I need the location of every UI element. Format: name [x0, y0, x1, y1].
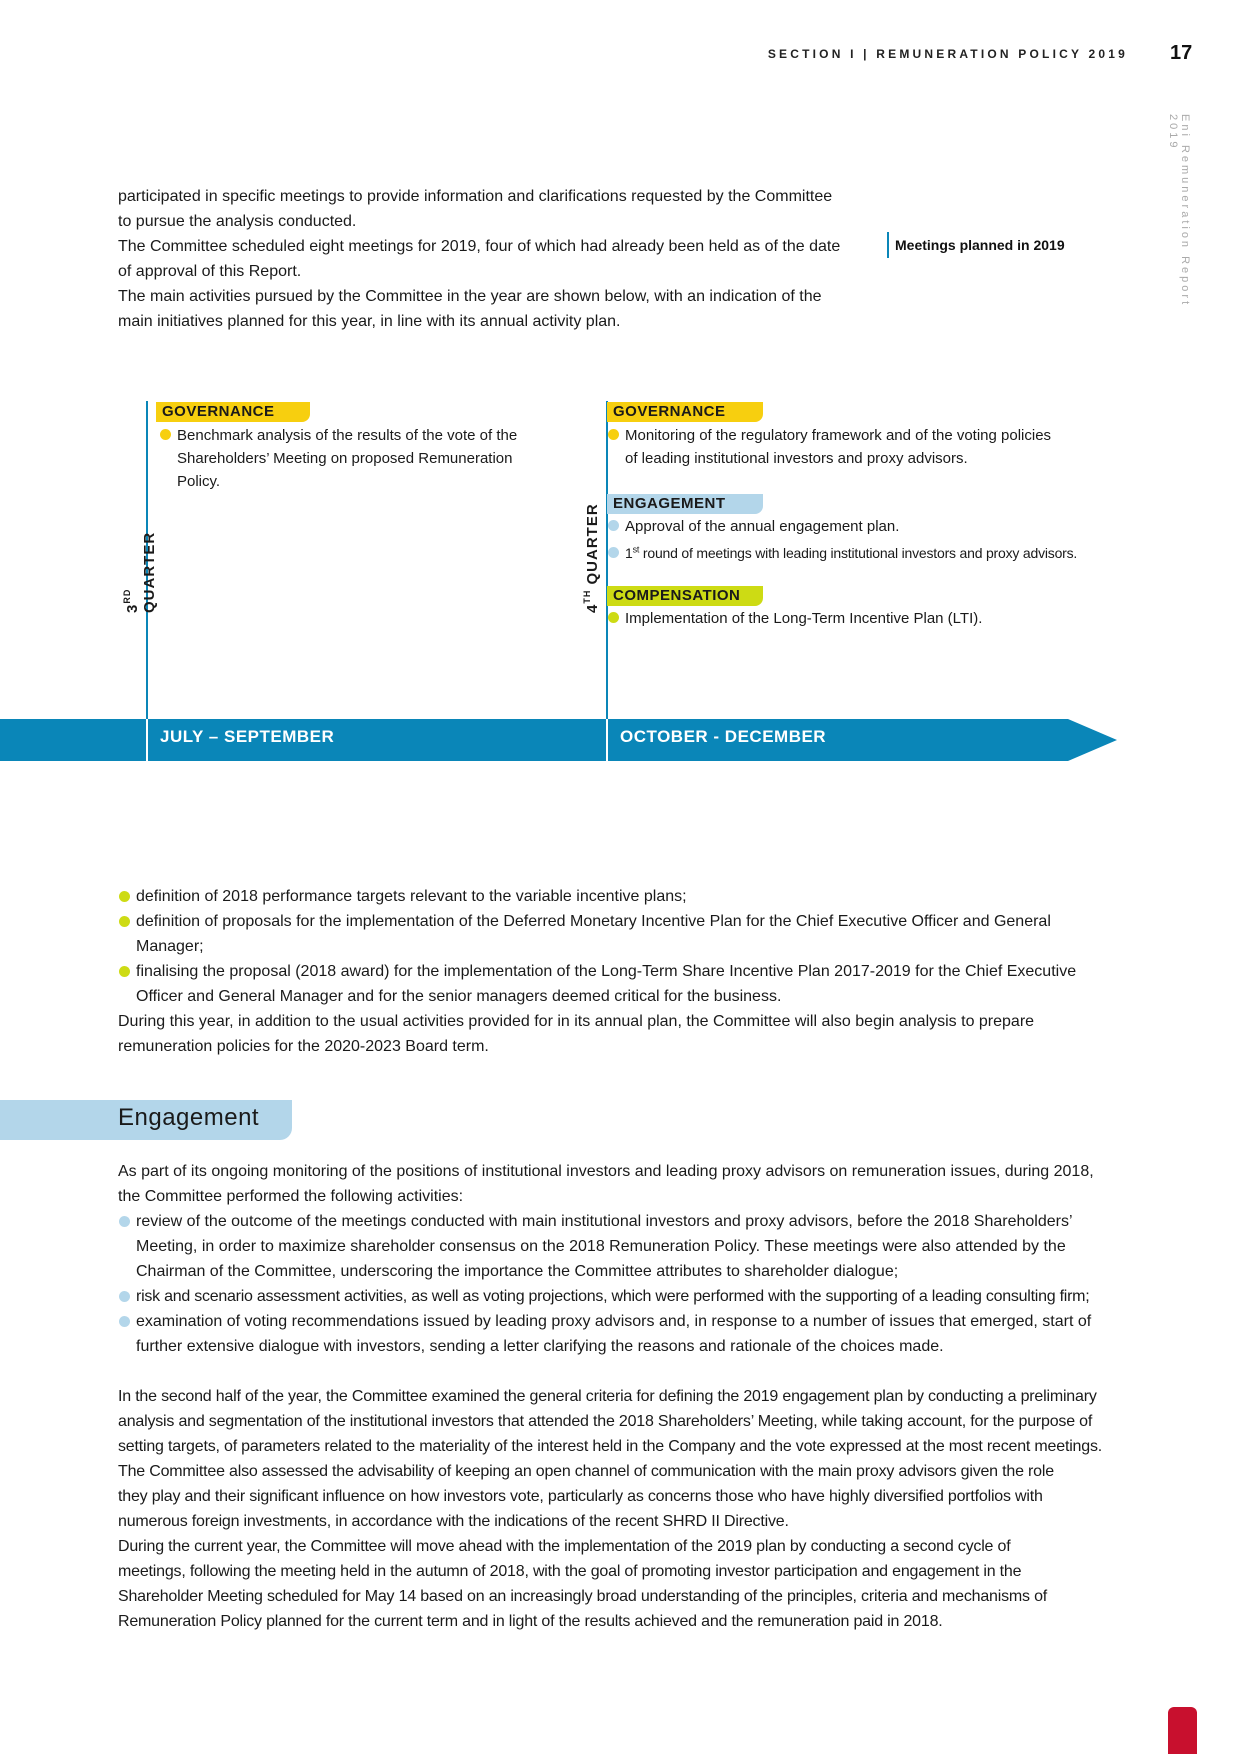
intro-line: of approval of this Report. — [118, 263, 302, 280]
q4-engagement-line: Approval of the annual engagement plan. — [625, 518, 900, 535]
bullet-dot — [119, 1291, 130, 1302]
bullet-dot — [119, 966, 130, 977]
q3-governance-line: Shareholders’ Meeting on proposed Remuneration — [177, 450, 513, 467]
round-suffix: st — [632, 544, 640, 554]
engagement-intro-line: the Committee performed the following activities: — [118, 1188, 464, 1205]
paragraph-line: they play and their significant influence on how investors vote, particularly as concerns those who have highly diversified portfolios with — [118, 1488, 1043, 1505]
list-item-text: definition of 2018 performance targets relevant to the variable incentive plans; — [136, 888, 687, 905]
q4-governance-item — [608, 424, 1148, 470]
paragraph-line: analysis and segmentation of the institutional investors that attended the 2018 Shareholders’ Meeting, while taking account, for the purpose of — [118, 1413, 1093, 1430]
activities-list — [118, 884, 1128, 1009]
q4-period-label: OCTOBER - DECEMBER — [620, 727, 827, 746]
paragraph-line: Shareholder Meeting scheduled for May 14 based on an increasingly broad understanding of the principles, criteria and mechanisms of — [118, 1588, 1048, 1605]
list-item — [118, 1309, 1128, 1359]
q4-compensation-item — [608, 607, 1148, 630]
list-item-text: finalising the proposal (2018 award) for the implementation of the Long-Term Share Incentive Plan 2017-2019 for the Chief Executive — [136, 963, 1077, 980]
paragraph-line: meetings, following the meeting held in the autumn of 2018, with the goal of promoting investor participation and engagement in the — [118, 1563, 1022, 1580]
engagement-intro-line: As part of its ongoing monitoring of the positions of institutional investors and leading proxy advisors on remuneration issues, during 2018, — [118, 1163, 1094, 1180]
round-text: round of meetings with leading institutional investors and proxy advisors. — [639, 544, 1078, 561]
list-item-text: definition of proposals for the implementation of the Deferred Monetary Incentive Plan for the Chief Executive Officer and General — [136, 913, 1051, 930]
q3-label-word: QUARTER — [141, 531, 158, 613]
list-item-text: Meeting, in order to maximize shareholder consensus on the 2018 Remuneration Policy. These meetings were also attended by the — [136, 1238, 1066, 1255]
q4-label-word: QUARTER — [584, 503, 601, 585]
paragraph-line: During the current year, the Committee will move ahead with the implementation of the 2019 plan by conducting a second cycle of — [118, 1538, 1011, 1555]
paragraph-line: Remuneration Policy planned for the current term and in light of the results achieved and the remuneration paid in 2018. — [118, 1613, 943, 1630]
intro-line: participated in specific meetings to provide information and clarifications requested by the Committee — [118, 188, 833, 205]
q4-governance-line: of leading institutional investors and proxy advisors. — [625, 450, 968, 467]
list-item-text: Chairman of the Committee, underscoring the importance the Committee attributes to shareholder dialogue; — [136, 1263, 899, 1280]
bullet-dot — [119, 1316, 130, 1327]
list-item-text: risk and scenario assessment activities, as well as voting projections, which were performed with the supporting of a leading consulting firm; — [136, 1288, 1090, 1305]
engagement-list — [118, 1209, 1128, 1359]
running-header: SECTION I | REMUNERATION POLICY 2019 — [767, 47, 1128, 61]
round-number: 1 — [625, 544, 633, 561]
section-title: Engagement — [118, 1104, 260, 1131]
side-report-label: Eni Remuneration Report 2019 — [1167, 114, 1191, 308]
list-item-text: Officer and General Manager and for the senior managers deemed critical for the business. — [136, 988, 782, 1005]
q3-governance-line: Policy. — [177, 473, 221, 490]
list-item — [118, 959, 1128, 1009]
intro-paragraph — [118, 184, 878, 334]
page-corner-tab — [1168, 1707, 1197, 1754]
bullet-dot — [608, 612, 619, 623]
closing-line: During this year, in addition to the usual activities provided for in its annual plan, the Committee will also begin analysis to prepare — [118, 1013, 1035, 1030]
list-item-text: Manager; — [136, 938, 204, 955]
bullet-dot — [608, 520, 619, 531]
list-item — [118, 1284, 1128, 1309]
q4-label-sup: TH — [582, 589, 592, 604]
q3-label — [122, 503, 158, 613]
list-item-text: further extensive dialogue with investors, sending a letter clarifying the reasons and rationale of the choices made. — [136, 1338, 944, 1355]
bar-divider-q3 — [146, 719, 148, 761]
bullet-dot — [160, 429, 171, 440]
bullet-dot — [119, 916, 130, 927]
q4-governance-tag: GOVERNANCE — [607, 402, 763, 422]
paragraph-line: The Committee also assessed the advisability of keeping an open channel of communication with the main proxy advisors given the role — [118, 1463, 1054, 1480]
q4-engagement-items — [608, 515, 1148, 565]
q3-governance-line: Benchmark analysis of the results of the vote of the — [177, 427, 518, 444]
paragraph-line: setting targets, of parameters related to the materiality of the interest held in the Company and the vote expressed at the most recent meetings. — [118, 1438, 1102, 1455]
q3-governance-item — [160, 424, 580, 493]
q3-label-sup: RD — [122, 588, 132, 604]
q4-governance-line: Monitoring of the regulatory framework and of the voting policies — [625, 427, 1052, 444]
intro-line: The main activities pursued by the Committee in the year are shown below, with an indication of the — [118, 288, 822, 305]
page-number: 17 — [1170, 42, 1193, 64]
margin-note: Meetings planned in 2019 — [887, 232, 1065, 258]
list-item — [118, 909, 1128, 959]
q4-engagement-line — [625, 545, 1077, 561]
intro-line: The Committee scheduled eight meetings for 2019, four of which had already been held as of the date — [118, 238, 841, 255]
bullet-dot — [608, 429, 619, 440]
bullet-dot — [608, 547, 619, 558]
paragraph-line: numerous foreign investments, in accordance with the indications of the recent SHRD II Directive. — [118, 1513, 789, 1530]
q4-engagement-tag: ENGAGEMENT — [607, 494, 763, 514]
list-item-text: examination of voting recommendations issued by leading proxy advisors and, in response to a number of issues that emerged, start of — [136, 1313, 1092, 1330]
bullet-dot — [119, 891, 130, 902]
bullet-dot — [119, 1216, 130, 1227]
q4-compensation-tag: COMPENSATION — [607, 586, 763, 606]
q4-label-num: 4 — [584, 603, 601, 613]
bar-divider-q4 — [606, 719, 608, 761]
list-item — [118, 884, 1128, 909]
list-item — [118, 1209, 1128, 1284]
intro-line: main initiatives planned for this year, in line with its annual activity plan. — [118, 313, 621, 330]
q3-label-num: 3 — [124, 603, 141, 613]
paragraph-line: In the second half of the year, the Committee examined the general criteria for defining the 2019 engagement plan by conducting a preliminary — [118, 1388, 1097, 1405]
engagement-paragraph — [118, 1384, 1128, 1634]
closing-line: remuneration policies for the 2020-2023 Board term. — [118, 1038, 489, 1055]
activities-block — [118, 884, 1128, 1059]
q3-period-label: JULY – SEPTEMBER — [160, 727, 335, 746]
intro-line: to pursue the analysis conducted. — [118, 213, 357, 230]
list-item-text: review of the outcome of the meetings conducted with main institutional investors and proxy advisors, before the 2018 Shareholders’ — [136, 1213, 1073, 1230]
q3-governance-tag: GOVERNANCE — [156, 402, 310, 422]
q4-compensation-line: Implementation of the Long-Term Incentive Plan (LTI). — [625, 610, 983, 627]
engagement-block — [118, 1159, 1128, 1359]
q4-label — [582, 503, 601, 613]
